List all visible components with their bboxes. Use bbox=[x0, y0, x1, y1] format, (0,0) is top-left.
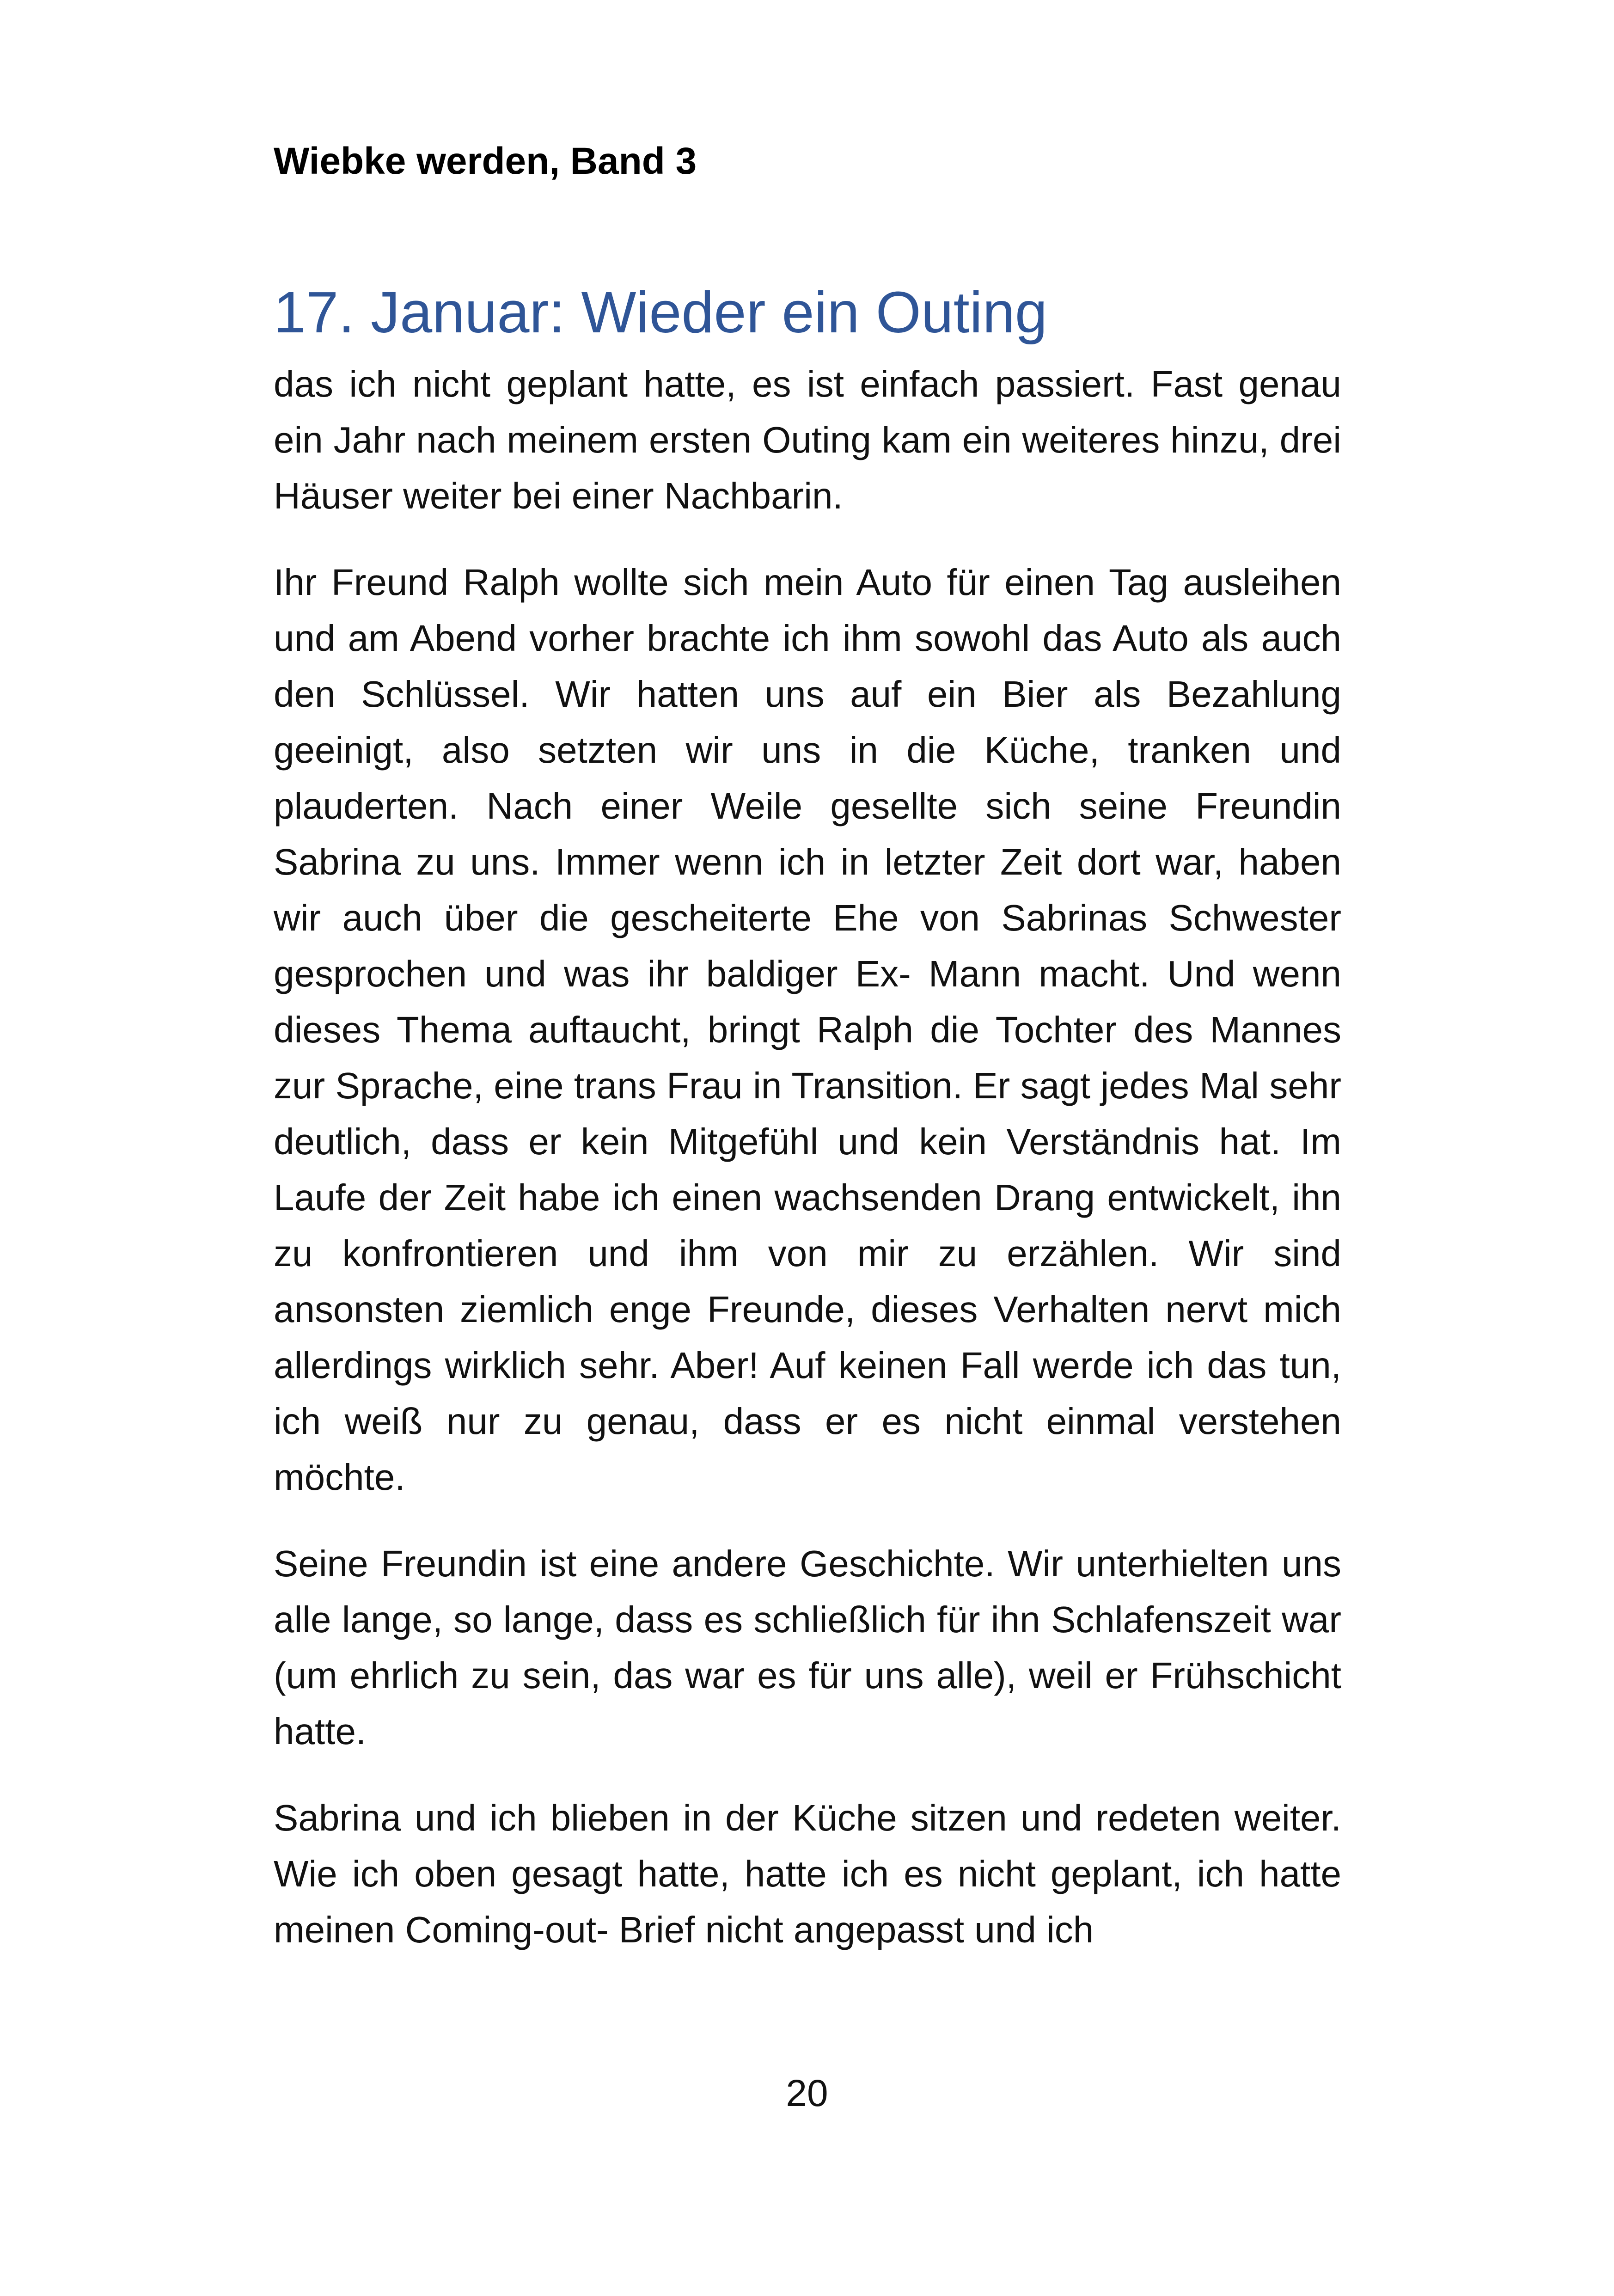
page-number: 20 bbox=[786, 2072, 828, 2114]
paragraph: Sabrina und ich blieben in der Küche sitzen und redeten weiter. Wie ich oben gesagt hatte, hatte ich es nicht geplant, ich hatte meinen Coming-out- Brief nicht angepasst und ich bbox=[274, 1797, 1341, 1950]
chapter-title: 17. Januar: Wieder ein Outing bbox=[274, 280, 1047, 345]
paragraph: Ihr Freund Ralph wollte sich mein Auto für einen Tag ausleihen und am Abend vorher brachte ich ihm sowohl das Auto als auch den Schlüssel. Wir hatten uns auf ein Bier als Bezahlung geeinigt, also setzten wir uns in die Küche, tranken und plauderten. Nach einer Weile gesellte sich seine Freundin Sabrina zu uns. Immer wenn ich in letzter Zeit dort war, haben wir auch über die gescheiterte Ehe von Sabrinas Schwester gesprochen und was ihr baldiger Ex- Mann macht. Und wenn dieses Thema auftaucht, bringt Ralph die Tochter des Mannes zur Sprache, eine trans Frau in Transition. Er sagt jedes Mal sehr deutlich, dass er kein Mitgefühl und kein Verständnis hat. Im Laufe der Zeit habe ich einen wachsenden Drang entwickelt, ihn zu konfrontieren und ihm von mir zu erzählen. Wir sind ansonsten ziemlich enge Freunde, dieses Verhalten nervt mich allerdings wirklich sehr. Aber! Auf keinen Fall werde ich das tun, ich weiß nur zu genau, dass er es nicht einmal verstehen möchte. bbox=[274, 562, 1341, 1498]
body-text bbox=[274, 356, 1341, 1988]
running-header: Wiebke werden, Band 3 bbox=[274, 140, 697, 182]
paragraph: das ich nicht geplant hatte, es ist einfach passiert. Fast genau ein Jahr nach meinem ersten Outing kam ein weiteres hinzu, drei Häuser weiter bei einer Nachbarin. bbox=[274, 363, 1341, 516]
paragraph: Seine Freundin ist eine andere Geschichte. Wir unterhielten uns alle lange, so lange, dass es schließlich für ihn Schlafenszeit war (um ehrlich zu sein, das war es für uns alle), weil er Frühschicht hatte. bbox=[274, 1543, 1341, 1752]
